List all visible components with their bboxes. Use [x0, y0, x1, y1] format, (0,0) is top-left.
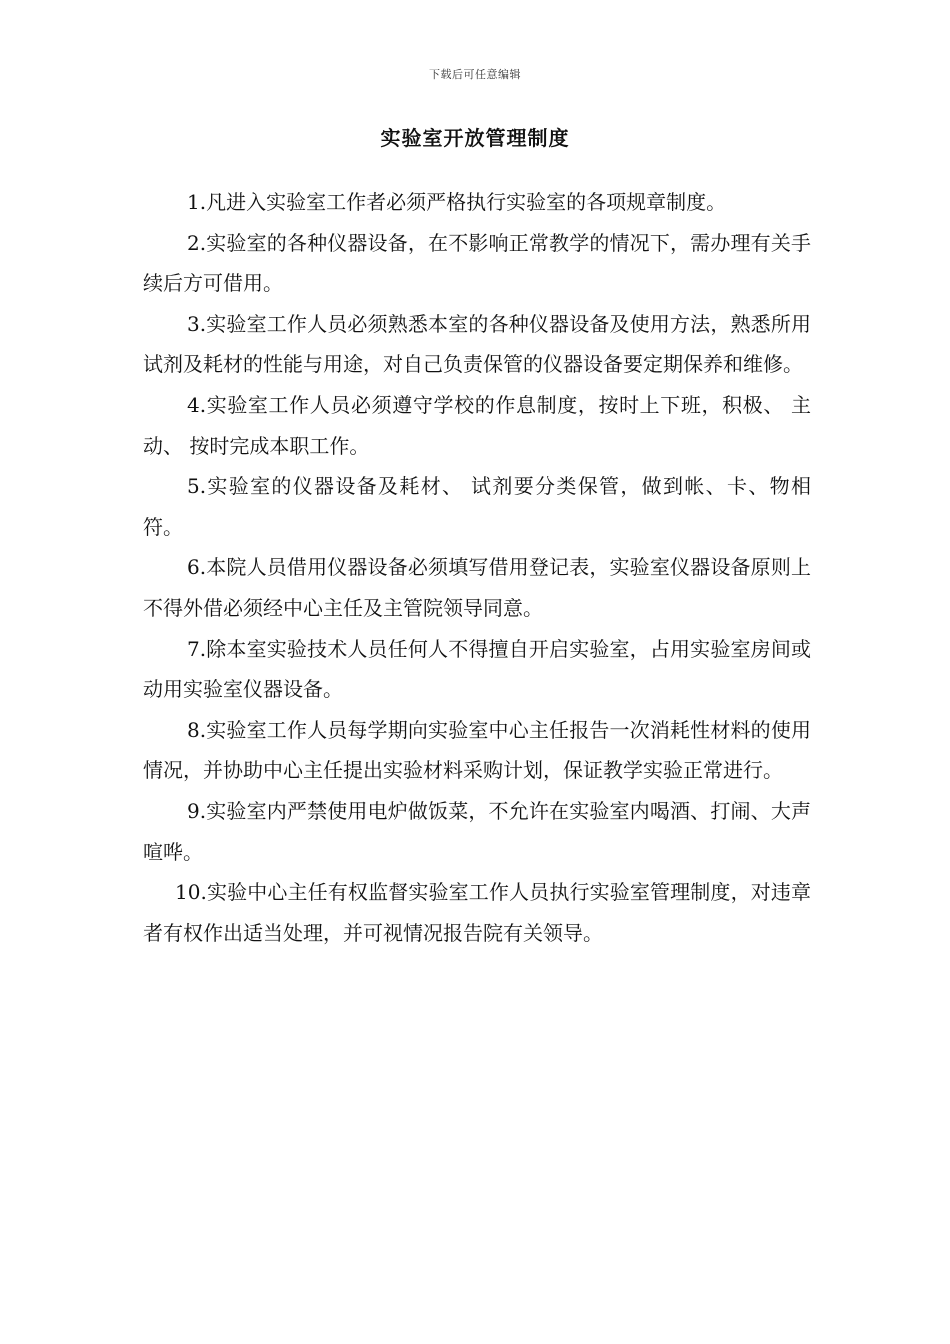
rule-item-3: 3.实验室工作人员必须熟悉本室的各种仪器设备及使用方法，熟悉所用试剂及耗材的性能与用途，对自己负责保管的仪器设备要定期保养和维修。 [143, 311, 811, 377]
rule-item-4: 4.实验室工作人员必须遵守学校的作息制度，按时上下班，积极、 主动、 按时完成本职工作。 [143, 392, 811, 458]
document-title: 实验室开放管理制度 [380, 126, 570, 150]
rules-list [143, 182, 811, 953]
rule-item-8: 8.实验室工作人员每学期向实验室中心主任报告一次消耗性材料的使用情况，并协助中心主任提出实验材料采购计划，保证教学实验正常进行。 [143, 717, 811, 783]
rule-item-5: 5.实验室的仪器设备及耗材、 试剂要分类保管，做到帐、卡、物相符。 [143, 474, 811, 539]
rule-item-7: 7.除本室实验技术人员任何人不得擅自开启实验室，占用实验室房间或动用实验室仪器设备。 [143, 636, 811, 702]
header-note: 下载后可任意编辑 [429, 68, 521, 81]
rule-item-2: 2.实验室的各种仪器设备，在不影响正常教学的情况下，需办理有关手续后方可借用。 [143, 230, 811, 296]
rule-item-6: 6.本院人员借用仪器设备必须填写借用登记表，实验室仪器设备原则上不得外借必须经中心主任及主管院领导同意。 [143, 555, 811, 620]
rule-item-9: 9.实验室内严禁使用电炉做饭菜，不允许在实验室内喝酒、打闹、大声喧哗。 [143, 798, 811, 864]
rule-item-10: 10.实验中心主任有权监督实验室工作人员执行实验室管理制度，对违章者有权作出适当处理，并可视情况报告院有关领导。 [143, 880, 811, 945]
rule-item-1: 1.凡进入实验室工作者必须严格执行实验室的各项规章制度。 [187, 190, 727, 214]
